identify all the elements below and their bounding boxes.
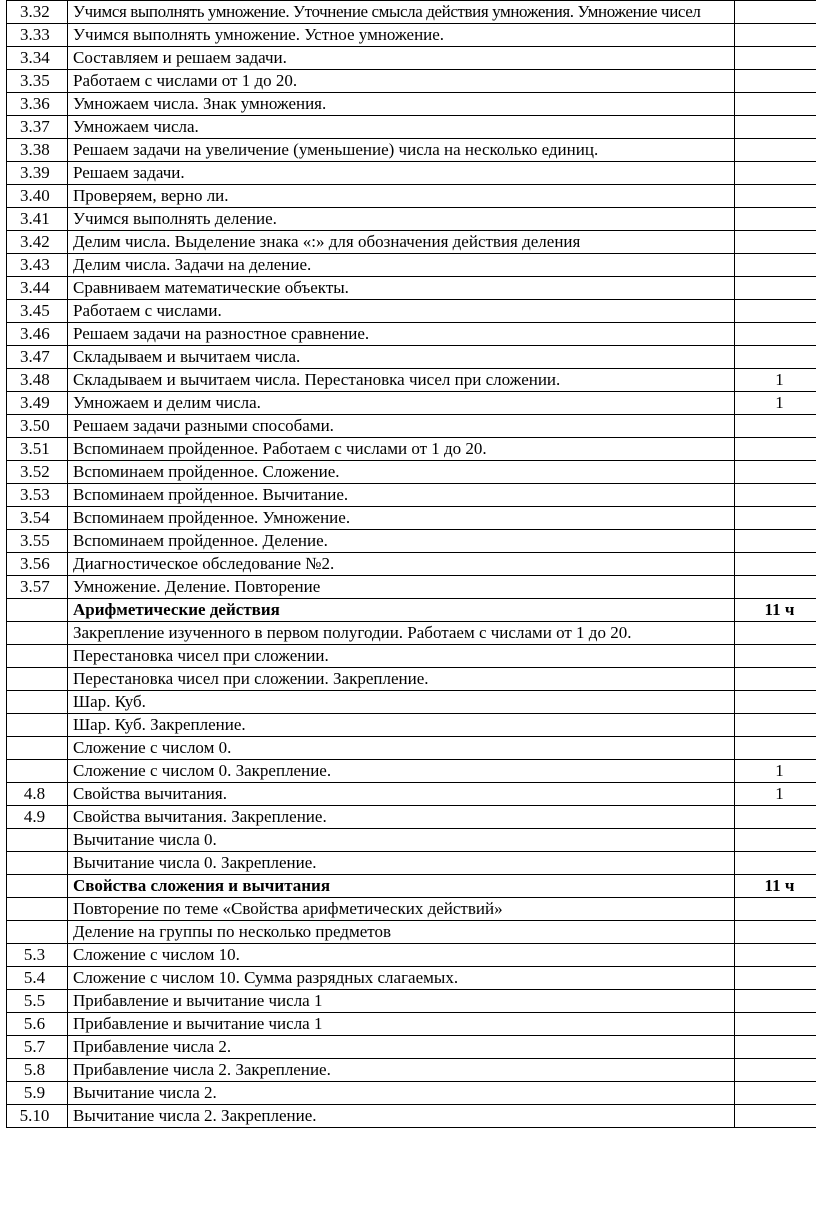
table-row — [7, 1013, 816, 1036]
lesson-number — [7, 829, 68, 852]
table-row — [7, 47, 816, 70]
lesson-hours: 11 ч — [735, 599, 816, 622]
lesson-topic: Умножаем и делим числа. — [68, 392, 735, 415]
lesson-hours — [735, 484, 816, 507]
table-row — [7, 944, 816, 967]
table-row — [7, 185, 816, 208]
lesson-topic: Решаем задачи на увеличение (уменьшение) числа на несколько единиц. — [68, 139, 735, 162]
lesson-number: 3.49 — [7, 392, 68, 415]
lesson-hours — [735, 944, 816, 967]
table-row — [7, 70, 816, 93]
lesson-number — [7, 691, 68, 714]
lesson-number: 5.3 — [7, 944, 68, 967]
table-row — [7, 254, 816, 277]
table-row — [7, 691, 816, 714]
table-row — [7, 921, 816, 944]
lesson-hours — [735, 967, 816, 990]
table-row — [7, 484, 816, 507]
lesson-number: 5.5 — [7, 990, 68, 1013]
table-row — [7, 300, 816, 323]
lesson-topic: Сложение с числом 0. Закрепление. — [68, 760, 735, 783]
lesson-hours — [735, 507, 816, 530]
lesson-topic: Прибавление числа 2. Закрепление. — [68, 1059, 735, 1082]
lesson-topic: Учимся выполнять умножение. Уточнение смысла действия умножения. Умножение чисел — [68, 1, 735, 24]
lesson-number: 3.55 — [7, 530, 68, 553]
table-row — [7, 231, 816, 254]
lesson-number: 3.56 — [7, 553, 68, 576]
lesson-topic: Вычитание числа 0. — [68, 829, 735, 852]
lesson-number: 3.33 — [7, 24, 68, 47]
lesson-hours — [735, 93, 816, 116]
table-row — [7, 277, 816, 300]
table-row — [7, 323, 816, 346]
lesson-hours — [735, 415, 816, 438]
lesson-hours — [735, 346, 816, 369]
lesson-hours — [735, 254, 816, 277]
lesson-hours — [735, 116, 816, 139]
lesson-hours — [735, 737, 816, 760]
table-row — [7, 1105, 816, 1128]
lesson-number: 4.9 — [7, 806, 68, 829]
lesson-number — [7, 737, 68, 760]
lesson-hours — [735, 829, 816, 852]
table-row — [7, 898, 816, 921]
lesson-hours — [735, 1036, 816, 1059]
table-row — [7, 852, 816, 875]
lesson-hours — [735, 1082, 816, 1105]
lesson-topic: Перестановка чисел при сложении. Закрепление. — [68, 668, 735, 691]
lesson-hours — [735, 530, 816, 553]
table-row — [7, 1082, 816, 1105]
table-row — [7, 1059, 816, 1082]
lesson-hours — [735, 990, 816, 1013]
lesson-number: 5.6 — [7, 1013, 68, 1036]
lesson-hours — [735, 24, 816, 47]
table-row — [7, 461, 816, 484]
table-row — [7, 622, 816, 645]
lesson-number: 5.8 — [7, 1059, 68, 1082]
lesson-hours: 1 — [735, 369, 816, 392]
lesson-topic: Умножение. Деление. Повторение — [68, 576, 735, 599]
lesson-number: 3.34 — [7, 47, 68, 70]
lesson-topic: Складываем и вычитаем числа. Перестановка чисел при сложении. — [68, 369, 735, 392]
lesson-number: 3.32 — [7, 1, 68, 24]
lesson-number — [7, 921, 68, 944]
table-row — [7, 737, 816, 760]
lesson-hours — [735, 185, 816, 208]
lesson-topic: Сравниваем математические объекты. — [68, 277, 735, 300]
lesson-number — [7, 668, 68, 691]
lesson-number: 3.44 — [7, 277, 68, 300]
lesson-number: 3.43 — [7, 254, 68, 277]
table-row — [7, 783, 816, 806]
lesson-topic: Умножаем числа. — [68, 116, 735, 139]
table-row — [7, 806, 816, 829]
lesson-hours — [735, 668, 816, 691]
lesson-number: 3.37 — [7, 116, 68, 139]
table-row — [7, 714, 816, 737]
lesson-plan-body — [7, 1, 816, 1128]
lesson-hours: 1 — [735, 392, 816, 415]
lesson-number — [7, 898, 68, 921]
lesson-hours — [735, 461, 816, 484]
lesson-hours — [735, 714, 816, 737]
lesson-topic: Перестановка чисел при сложении. — [68, 645, 735, 668]
lesson-topic: Составляем и решаем задачи. — [68, 47, 735, 70]
lesson-number: 3.53 — [7, 484, 68, 507]
table-row — [7, 438, 816, 461]
lesson-number — [7, 622, 68, 645]
lesson-topic: Вычитание числа 0. Закрепление. — [68, 852, 735, 875]
lesson-topic: Решаем задачи на разностное сравнение. — [68, 323, 735, 346]
table-row — [7, 530, 816, 553]
lesson-number — [7, 875, 68, 898]
lesson-hours — [735, 139, 816, 162]
lesson-topic: Свойства вычитания. Закрепление. — [68, 806, 735, 829]
lesson-topic: Работаем с числами от 1 до 20. — [68, 70, 735, 93]
lesson-number: 3.45 — [7, 300, 68, 323]
lesson-hours — [735, 438, 816, 461]
lesson-topic: Прибавление и вычитание числа 1 — [68, 990, 735, 1013]
lesson-hours — [735, 47, 816, 70]
lesson-topic: Учимся выполнять деление. — [68, 208, 735, 231]
lesson-number: 3.35 — [7, 70, 68, 93]
table-row — [7, 24, 816, 47]
lesson-hours — [735, 1105, 816, 1128]
lesson-hours — [735, 645, 816, 668]
table-row — [7, 576, 816, 599]
lesson-number — [7, 760, 68, 783]
lesson-hours: 11 ч — [735, 875, 816, 898]
lesson-number: 3.52 — [7, 461, 68, 484]
lesson-number: 3.50 — [7, 415, 68, 438]
lesson-topic: Свойства вычитания. — [68, 783, 735, 806]
lesson-topic: Диагностическое обследование №2. — [68, 553, 735, 576]
lesson-topic: Прибавление числа 2. — [68, 1036, 735, 1059]
lesson-topic: Вспоминаем пройденное. Сложение. — [68, 461, 735, 484]
lesson-topic: Умножаем числа. Знак умножения. — [68, 93, 735, 116]
table-row — [7, 208, 816, 231]
lesson-hours — [735, 553, 816, 576]
lesson-hours — [735, 622, 816, 645]
table-row — [7, 553, 816, 576]
section-header-row — [7, 599, 816, 622]
lesson-hours — [735, 70, 816, 93]
table-row — [7, 1036, 816, 1059]
lesson-number: 3.51 — [7, 438, 68, 461]
table-row — [7, 668, 816, 691]
section-title: Арифметические действия — [68, 599, 735, 622]
table-row — [7, 415, 816, 438]
table-row — [7, 990, 816, 1013]
lesson-number: 5.10 — [7, 1105, 68, 1128]
lesson-hours — [735, 231, 816, 254]
lesson-topic: Вспоминаем пройденное. Вычитание. — [68, 484, 735, 507]
lesson-topic: Прибавление и вычитание числа 1 — [68, 1013, 735, 1036]
lesson-number: 3.54 — [7, 507, 68, 530]
lesson-hours — [735, 162, 816, 185]
lesson-topic: Вычитание числа 2. Закрепление. — [68, 1105, 735, 1128]
lesson-topic: Делим числа. Выделение знака «:» для обозначения действия деления — [68, 231, 735, 254]
lesson-topic: Проверяем, верно ли. — [68, 185, 735, 208]
lesson-number: 3.46 — [7, 323, 68, 346]
table-row — [7, 93, 816, 116]
table-row — [7, 507, 816, 530]
lesson-hours — [735, 208, 816, 231]
lesson-topic: Повторение по теме «Свойства арифметических действий» — [68, 898, 735, 921]
lesson-topic: Складываем и вычитаем числа. — [68, 346, 735, 369]
section-title: Свойства сложения и вычитания — [68, 875, 735, 898]
section-header-row — [7, 875, 816, 898]
lesson-hours — [735, 898, 816, 921]
lesson-topic: Учимся выполнять умножение. Устное умножение. — [68, 24, 735, 47]
lesson-hours — [735, 1, 816, 24]
lesson-hours — [735, 277, 816, 300]
table-row — [7, 162, 816, 185]
lesson-topic: Сложение с числом 0. — [68, 737, 735, 760]
lesson-hours: 1 — [735, 783, 816, 806]
lesson-topic: Вспоминаем пройденное. Работаем с числами от 1 до 20. — [68, 438, 735, 461]
lesson-hours: 1 — [735, 760, 816, 783]
lesson-number: 3.39 — [7, 162, 68, 185]
lesson-topic: Деление на группы по несколько предметов — [68, 921, 735, 944]
lesson-topic: Сложение с числом 10. Сумма разрядных слагаемых. — [68, 967, 735, 990]
table-row — [7, 1, 816, 24]
lesson-topic: Шар. Куб. Закрепление. — [68, 714, 735, 737]
lesson-hours — [735, 576, 816, 599]
lesson-hours — [735, 852, 816, 875]
lesson-number — [7, 645, 68, 668]
lesson-number: 5.7 — [7, 1036, 68, 1059]
lesson-hours — [735, 1013, 816, 1036]
table-row — [7, 829, 816, 852]
lesson-hours — [735, 806, 816, 829]
lesson-hours — [735, 921, 816, 944]
lesson-number — [7, 599, 68, 622]
table-row — [7, 645, 816, 668]
lesson-number: 3.57 — [7, 576, 68, 599]
lesson-topic: Решаем задачи. — [68, 162, 735, 185]
lesson-number: 3.41 — [7, 208, 68, 231]
lesson-number: 3.48 — [7, 369, 68, 392]
lesson-topic: Шар. Куб. — [68, 691, 735, 714]
table-row — [7, 967, 816, 990]
table-row — [7, 139, 816, 162]
lesson-topic: Вспоминаем пройденное. Деление. — [68, 530, 735, 553]
lesson-topic: Вычитание числа 2. — [68, 1082, 735, 1105]
lesson-topic: Сложение с числом 10. — [68, 944, 735, 967]
lesson-topic: Решаем задачи разными способами. — [68, 415, 735, 438]
lesson-plan-table — [6, 0, 816, 1128]
lesson-number: 3.40 — [7, 185, 68, 208]
table-row — [7, 346, 816, 369]
lesson-hours — [735, 323, 816, 346]
lesson-number: 3.36 — [7, 93, 68, 116]
table-row — [7, 369, 816, 392]
table-row — [7, 760, 816, 783]
lesson-topic: Делим числа. Задачи на деление. — [68, 254, 735, 277]
lesson-number: 3.42 — [7, 231, 68, 254]
lesson-number: 3.38 — [7, 139, 68, 162]
lesson-number: 3.47 — [7, 346, 68, 369]
lesson-topic: Работаем с числами. — [68, 300, 735, 323]
lesson-number — [7, 852, 68, 875]
lesson-number: 4.8 — [7, 783, 68, 806]
lesson-number: 5.4 — [7, 967, 68, 990]
table-row — [7, 116, 816, 139]
lesson-number: 5.9 — [7, 1082, 68, 1105]
lesson-topic: Вспоминаем пройденное. Умножение. — [68, 507, 735, 530]
lesson-topic: Закрепление изученного в первом полугодии. Работаем с числами от 1 до 20. — [68, 622, 735, 645]
lesson-hours — [735, 691, 816, 714]
lesson-hours — [735, 300, 816, 323]
lesson-number — [7, 714, 68, 737]
lesson-hours — [735, 1059, 816, 1082]
table-row — [7, 392, 816, 415]
